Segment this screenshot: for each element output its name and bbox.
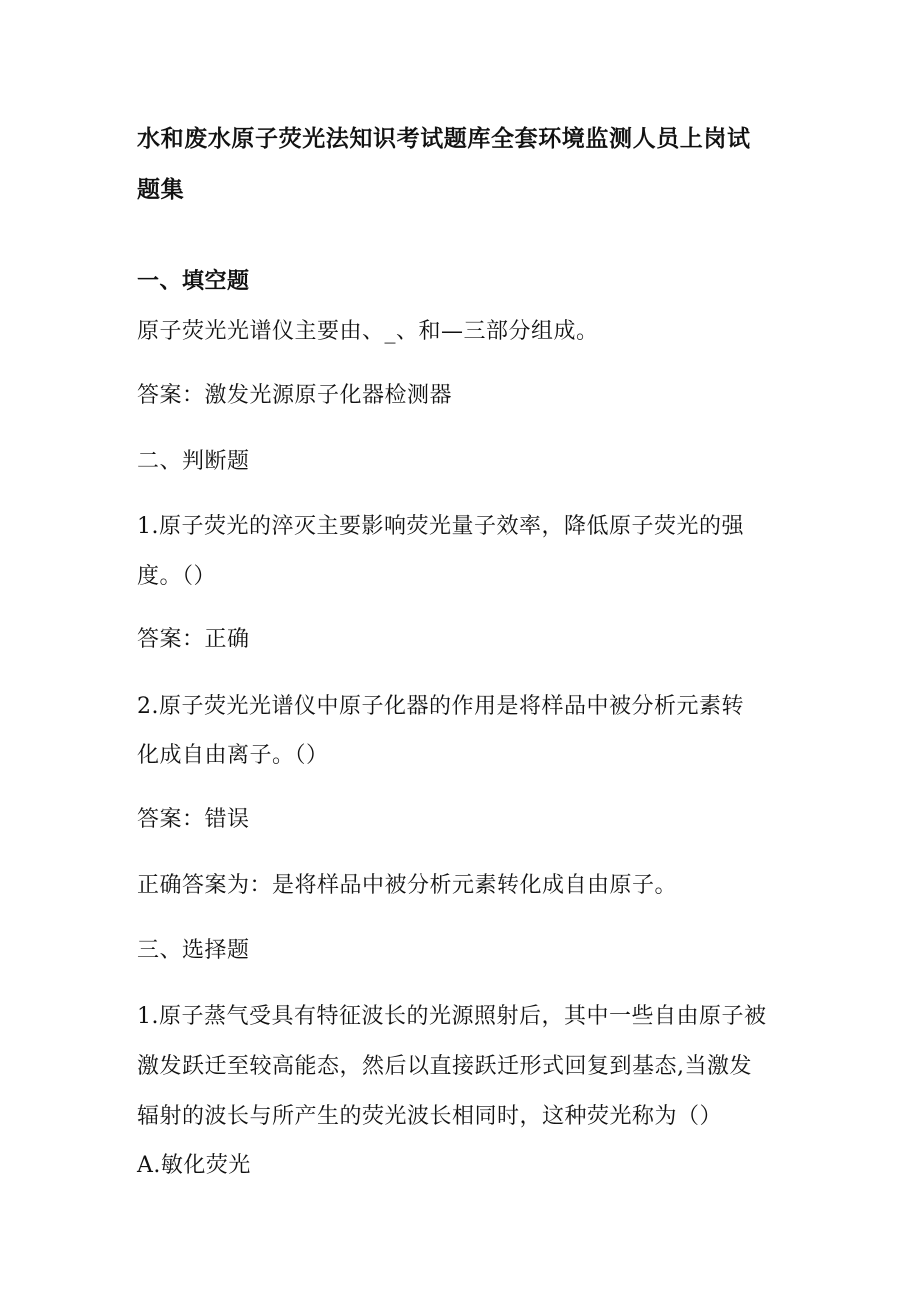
true-false-answer-1: 答案：正确 — [137, 627, 250, 652]
multiple-choice-question-1-line-1: 1.原子蒸气受具有特征波长的光源照射后，其中一些自由原子被 — [137, 1004, 767, 1029]
true-false-question-2-line-1: 2.原子荧光光谱仪中原子化器的作用是将样品中被分析元素转 — [137, 694, 744, 719]
multiple-choice-option-a: A.敏化荧光 — [137, 1153, 251, 1178]
true-false-answer-2: 答案：错误 — [137, 807, 250, 832]
section-heading-fill-in: 一、填空题 — [137, 269, 250, 294]
multiple-choice-question-1-line-2: 激发跃迁至较高能态，然后以直接跃迁形式回复到基态,当激发 — [137, 1054, 752, 1079]
fill-in-answer: 答案：激发光源原子化器检测器 — [137, 383, 453, 408]
true-false-question-1-line-2: 度。（） — [137, 564, 217, 589]
section-heading-multiple-choice: 三、选择题 — [137, 938, 250, 963]
multiple-choice-question-1-line-3: 辐射的波长与所产生的荧光波长相同时，这种荧光称为（） — [137, 1104, 723, 1129]
true-false-correction-2: 正确答案为：是将样品中被分析元素转化成自由原子。 — [137, 873, 678, 898]
document-title-line-1: 水和废水原子荧光法知识考试题库全套环境监测人员上岗试 — [137, 126, 751, 152]
document-title-line-2: 题集 — [137, 177, 185, 203]
section-heading-true-false: 二、判断题 — [137, 449, 250, 474]
true-false-question-1-line-1: 1.原子荧光的淬灭主要影响荧光量子效率，降低原子荧光的强 — [137, 514, 744, 539]
true-false-question-2-line-2: 化成自由离子。（） — [137, 743, 329, 768]
fill-in-question: 原子荧光光谱仪主要由、_、和—三部分组成。 — [137, 319, 599, 344]
